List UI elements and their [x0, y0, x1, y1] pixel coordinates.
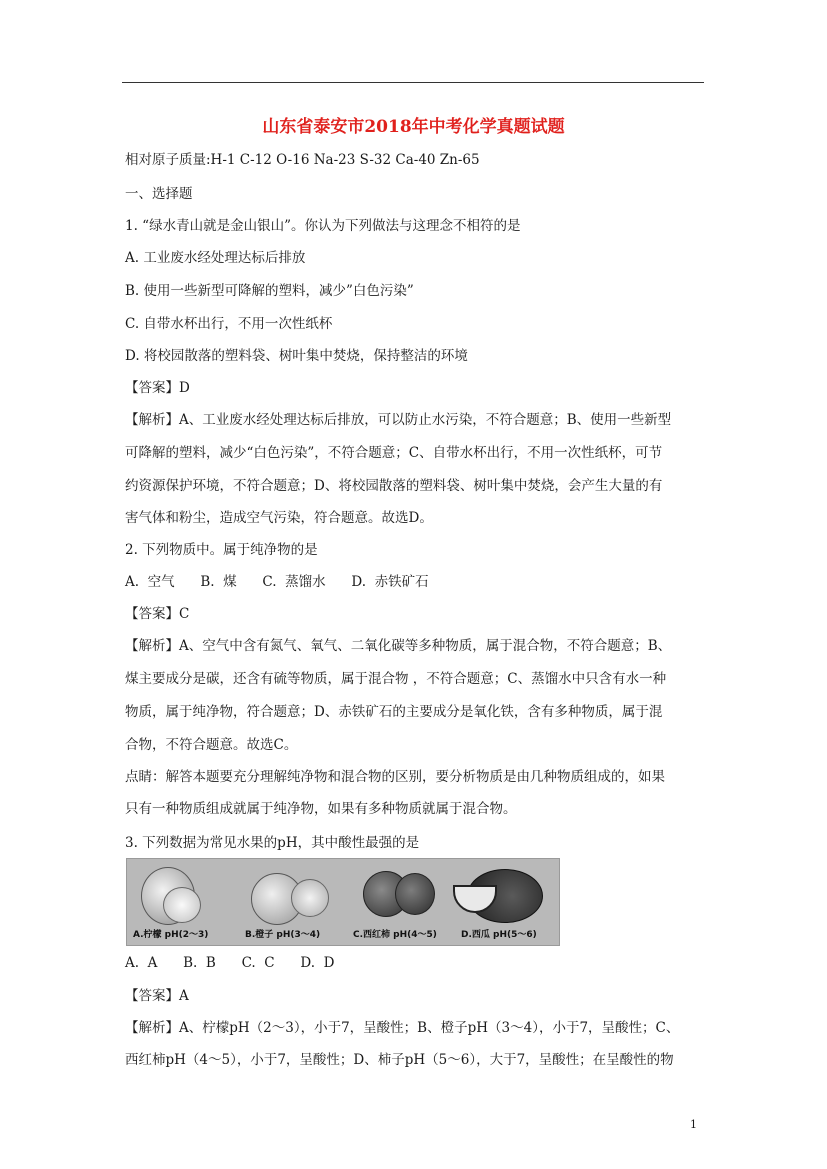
q1-explanation-2: 可降解的塑料，减少“白色污染”，不符合题意；C、自带水杯出行，不用一次性纸杯，可节 — [125, 445, 663, 461]
q3-explanation-1: 【解析】A、柠檬pH（2～3），小于7，呈酸性；B、橙子pH（3～4），小于7，呈酸性；C、 — [125, 1020, 680, 1036]
q1-option-b: B. 使用一些新型可降解的塑料，减少”白色污染” — [125, 283, 414, 299]
orange-half-image — [291, 879, 329, 917]
caption-orange: B.橙子 pH(3～4) — [245, 930, 321, 940]
q2-explanation-4: 合物，不符合题意。故选C。 — [125, 737, 298, 753]
caption-lemon: A.柠檬 pH(2～3) — [133, 930, 209, 940]
page-number: 1 — [690, 1118, 697, 1131]
q1-explanation-4: 害气体和粉尘，造成空气污染，符合题意。故选D。 — [125, 510, 433, 526]
q2-answer: 【答案】C — [125, 606, 190, 622]
q2-explanation-2: 煤主要成分是碳，还含有硫等物质，属于混合物 ，不符合题意；C、蒸馏水中只含有水一种 — [125, 671, 667, 687]
page-title: 山东省泰安市2018年中考化学真题试题 — [262, 117, 565, 137]
q3-options: A. A B. B C. C D. D — [125, 955, 335, 971]
q1-option-d: D. 将校园散落的塑料袋、树叶集中焚烧，保持整洁的环境 — [125, 348, 468, 364]
fruit-ph-figure — [126, 858, 560, 946]
atomic-mass-line: 相对原子质量:H-1 C-12 O-16 Na-23 S-32 Ca-40 Zn-65 — [125, 152, 480, 168]
q1-answer: 【答案】D — [125, 380, 190, 396]
caption-tomato: C.西红柿 pH(4～5) — [353, 930, 437, 940]
header-rule — [122, 82, 704, 83]
q3-answer: 【答案】A — [125, 988, 189, 1004]
q2-explanation-3: 物质，属于纯净物，符合题意；D、赤铁矿石的主要成分是氧化铁，含有多种物质，属于混 — [125, 704, 663, 720]
q2-tip-1: 点睛：解答本题要充分理解纯净物和混合物的区别，要分析物质是由几种物质组成的，如果 — [125, 769, 665, 785]
q2-tip-2: 只有一种物质组成就属于纯净物，如果有多种物质就属于混合物。 — [125, 801, 517, 817]
q2-stem: 2. 下列物质中。属于纯净物的是 — [125, 542, 318, 558]
lemon-half-image — [163, 887, 201, 923]
tomato-2-image — [395, 873, 435, 915]
q1-explanation-1: 【解析】A、工业废水经处理达标后排放，可以防止水污染，不符合题意；B、使用一些新型 — [125, 412, 672, 428]
section-heading: 一、选择题 — [125, 186, 193, 202]
q1-explanation-3: 约资源保护环境，不符合题意；D、将校园散落的塑料袋、树叶集中焚烧，会产生大量的有 — [125, 478, 663, 494]
q2-options: A. 空气 B. 煤 C. 蒸馏水 D. 赤铁矿石 — [125, 574, 429, 590]
q3-explanation-2: 西红柿pH（4～5），小于7，呈酸性；D、柿子pH（5～6），大于7，呈酸性；在呈酸性的物 — [125, 1052, 674, 1068]
q1-option-c: C. 自带水杯出行，不用一次性纸杯 — [125, 316, 333, 332]
q2-explanation-1: 【解析】A、空气中含有氮气、氧气、二氧化碳等多种物质，属于混合物，不符合题意；B、 — [125, 638, 672, 654]
q1-stem: 1. “绿水青山就是金山银山”。你认为下列做法与这理念不相符的是 — [125, 218, 521, 234]
q3-stem: 3. 下列数据为常见水果的pH，其中酸性最强的是 — [125, 835, 420, 851]
caption-watermelon: D.西瓜 pH(5～6) — [461, 930, 537, 940]
q1-option-a: A. 工业废水经处理达标后排放 — [125, 250, 306, 266]
